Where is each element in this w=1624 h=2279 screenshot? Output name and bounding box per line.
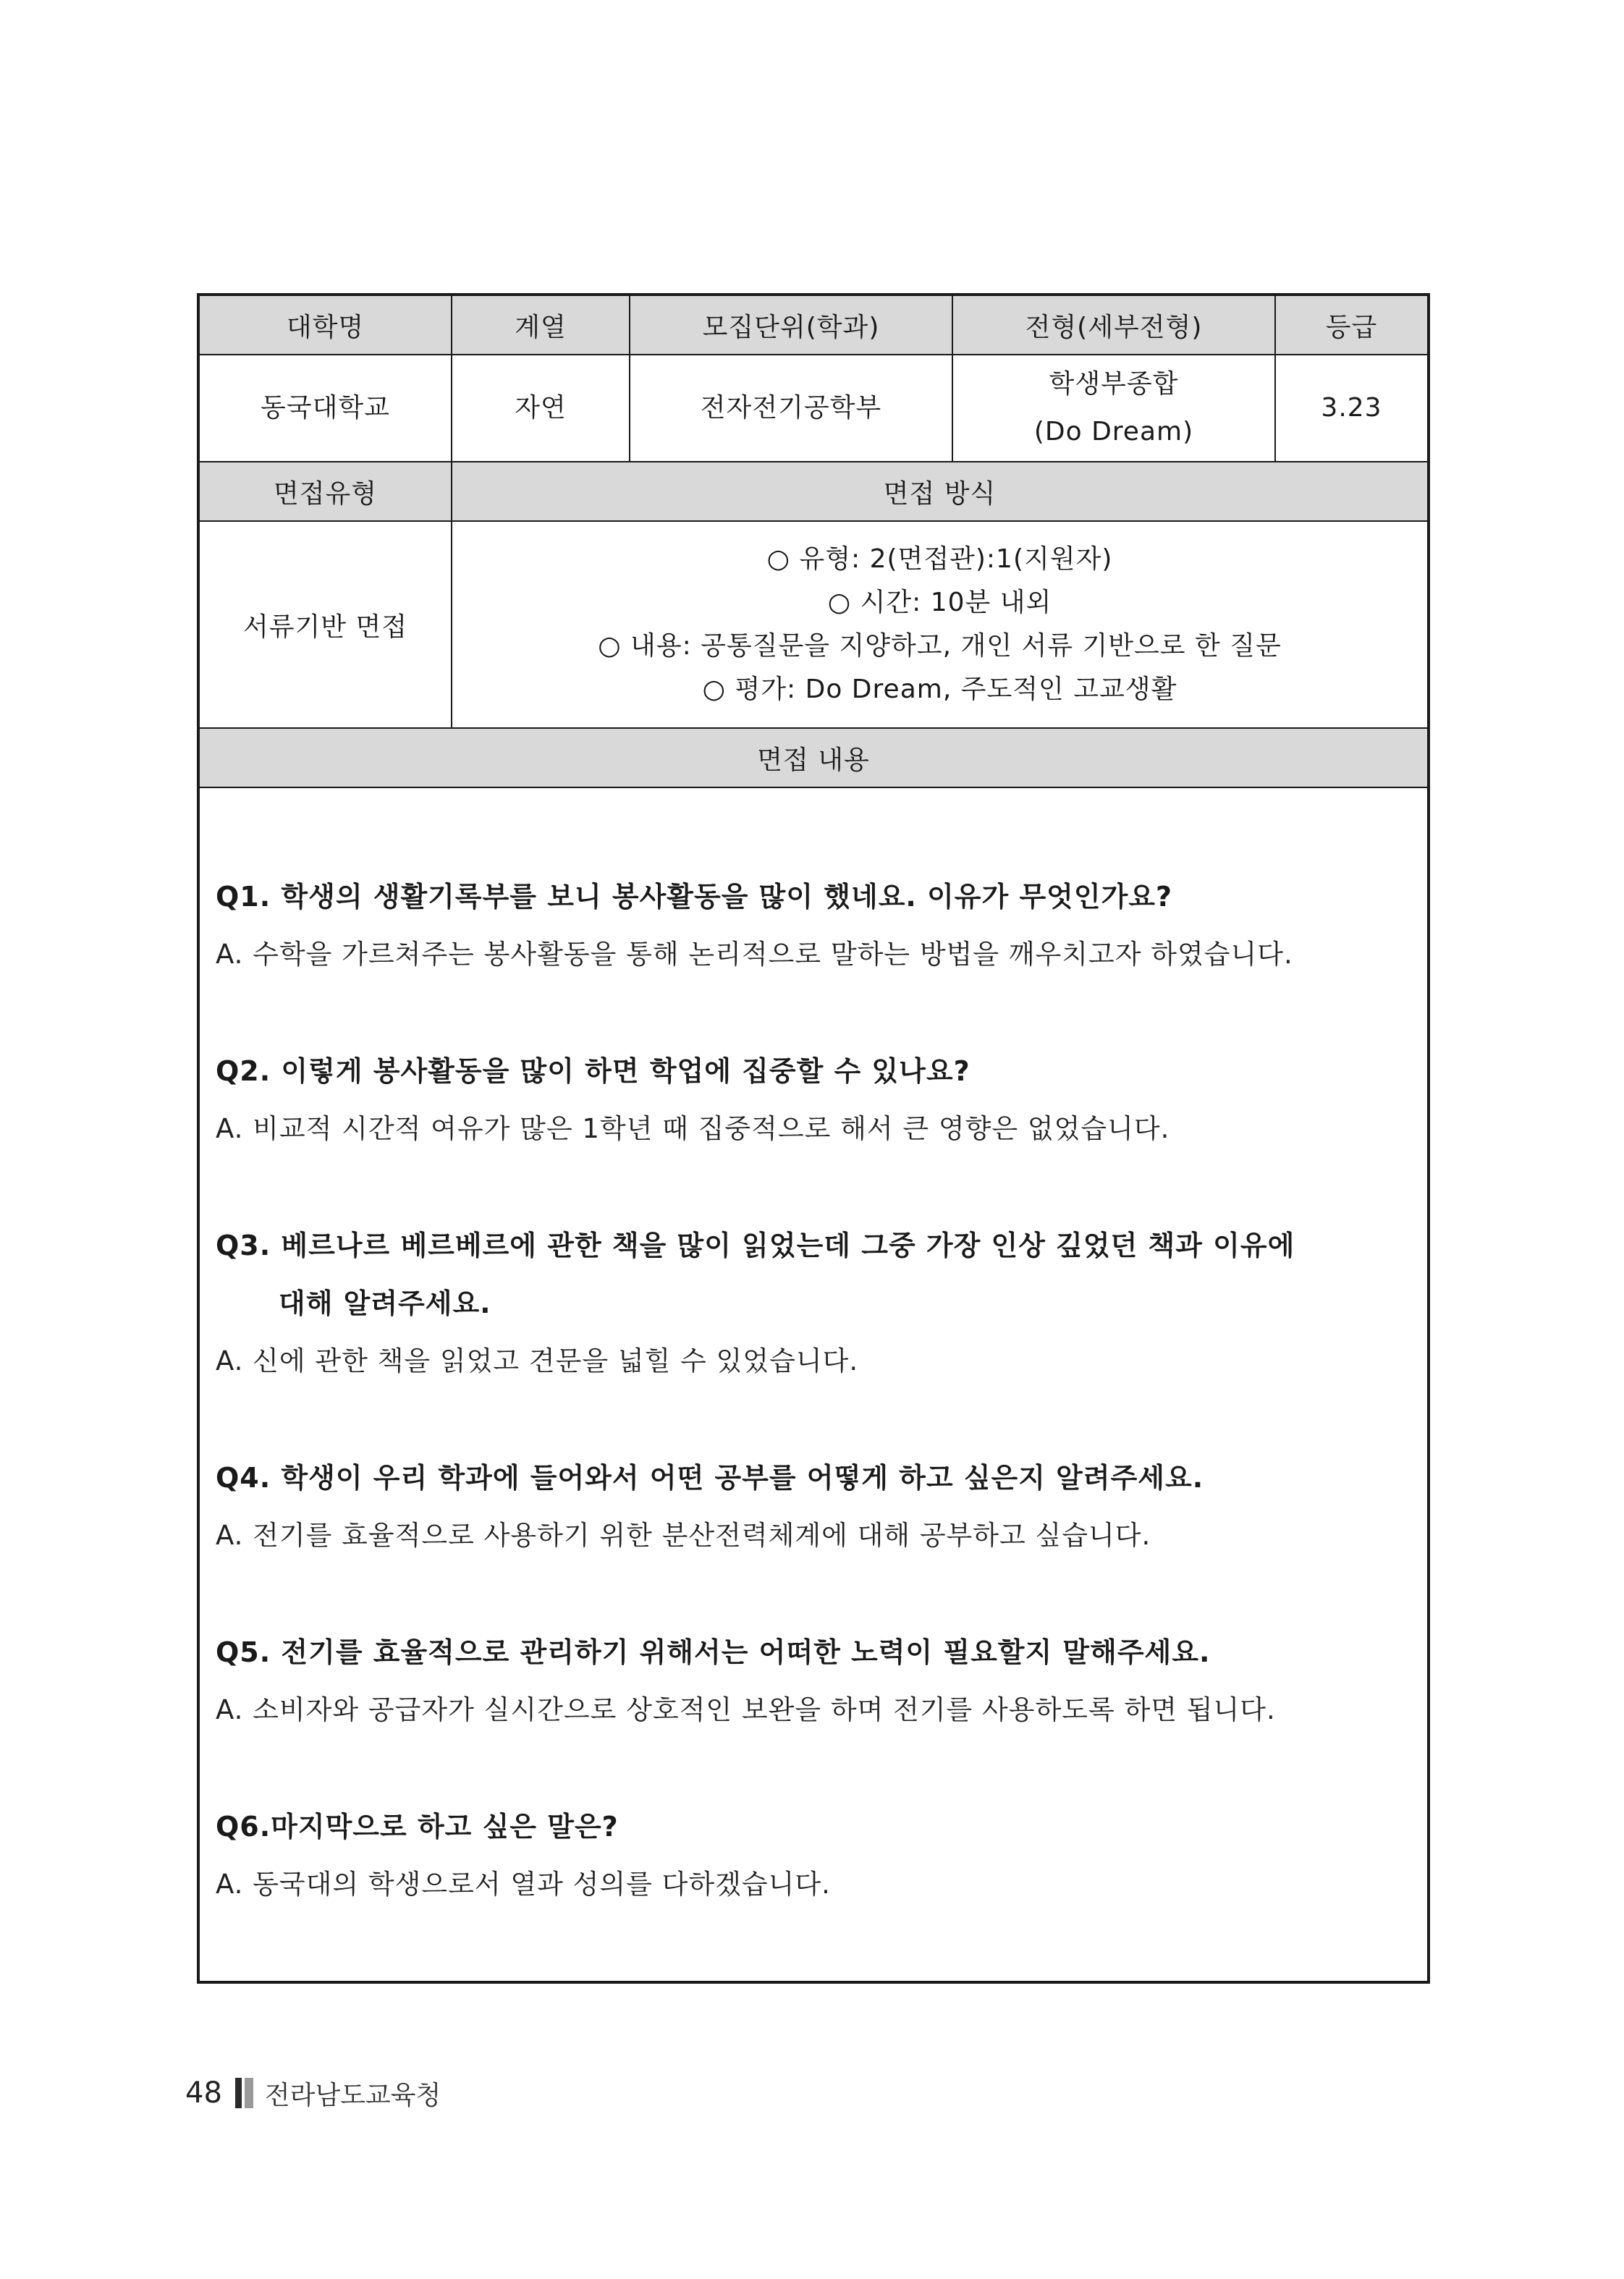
qa-item bbox=[216, 1449, 1411, 1565]
method-item: ○ 평가: Do Dream, 주도적인 고교생활 bbox=[702, 675, 1177, 704]
answer: A. 비교적 시간적 여유가 많은 1학년 때 집중적으로 해서 큰 영향은 없었습니다. bbox=[216, 1113, 1170, 1144]
method-item: ○ 시간: 10분 내외 bbox=[827, 588, 1052, 617]
footer-organization: 전라남도교육청 bbox=[264, 2080, 441, 2110]
interview-type-label: 면접유형 bbox=[198, 462, 452, 521]
question bbox=[216, 1217, 1411, 1332]
question-line2: 대해 알려주세요. bbox=[279, 1288, 491, 1319]
field-value: 자연 bbox=[452, 355, 630, 462]
interview-header-row bbox=[198, 462, 1429, 521]
qa-item bbox=[216, 788, 1411, 984]
qa-item bbox=[216, 1217, 1411, 1390]
interview-record-table bbox=[197, 293, 1430, 1984]
interview-content bbox=[198, 787, 1429, 1982]
page-number: 48 bbox=[185, 2076, 222, 2110]
question: Q4. 학생이 우리 학과에 들어와서 어떤 공부를 어떻게 하고 싶은지 알려주세요. bbox=[216, 1462, 1204, 1494]
admission-value-line2: (Do Dream) bbox=[1033, 417, 1194, 447]
unit-value: 전자전기공학부 bbox=[630, 355, 952, 462]
header-row bbox=[198, 295, 1429, 355]
grade-value: 3.23 bbox=[1275, 355, 1429, 462]
question: Q5. 전기를 효율적으로 관리하기 위해서는 어떠한 노력이 필요할지 말해주세요. bbox=[216, 1636, 1211, 1668]
answer: A. 동국대의 학생으로서 열과 성의를 다하겠습니다. bbox=[216, 1869, 831, 1900]
content-row bbox=[198, 787, 1429, 1982]
question: Q2. 이렇게 봉사활동을 많이 하면 학업에 집중할 수 있나요? bbox=[216, 1055, 970, 1087]
header-unit: 모집단위(학과) bbox=[630, 295, 952, 355]
qa-item bbox=[216, 1042, 1411, 1158]
qa-item bbox=[216, 1798, 1411, 1914]
interview-type-value: 서류기반 면접 bbox=[198, 521, 452, 728]
question: Q1. 학생의 생활기록부를 보니 봉사활동을 많이 했네요. 이유가 무엇인가요? bbox=[216, 881, 1173, 913]
answer: A. 수학을 가르쳐주는 봉사활동을 통해 논리적으로 말하는 방법을 깨우치고자 하였습니다. bbox=[216, 939, 1293, 970]
method-item: ○ 유형: 2(면접관):1(지원자) bbox=[766, 544, 1113, 574]
interview-method-list bbox=[452, 521, 1429, 728]
footer-bar-icon bbox=[235, 2078, 253, 2108]
page-footer bbox=[185, 2071, 441, 2115]
interview-method-label: 면접 방식 bbox=[452, 462, 1429, 521]
question-line1: Q3. 베르나르 베르베르에 관한 책을 많이 읽었는데 그중 가장 인상 깊었던 책과 이유에 bbox=[216, 1230, 1295, 1261]
answer: A. 소비자와 공급자가 실시간으로 상호적인 보완을 하며 전기를 사용하도록 하면 됩니다. bbox=[216, 1694, 1276, 1725]
header-admission: 전형(세부전형) bbox=[952, 295, 1275, 355]
info-row bbox=[198, 355, 1429, 462]
university-value: 동국대학교 bbox=[198, 355, 452, 462]
qa-item bbox=[216, 1623, 1411, 1739]
interview-content-label: 면접 내용 bbox=[198, 728, 1429, 787]
interview-method-row bbox=[198, 521, 1429, 728]
answer: A. 신에 관한 책을 읽었고 견문을 넓힐 수 있었습니다. bbox=[216, 1345, 859, 1377]
question: Q6.마지막으로 하고 싶은 말은? bbox=[216, 1811, 619, 1843]
header-university: 대학명 bbox=[198, 295, 452, 355]
content-header-row bbox=[198, 728, 1429, 787]
method-item: ○ 내용: 공통질문을 지양하고, 개인 서류 기반으로 한 질문 bbox=[598, 631, 1282, 661]
answer: A. 전기를 효율적으로 사용하기 위한 분산전력체계에 대해 공부하고 싶습니다. bbox=[216, 1520, 1151, 1551]
admission-value-line1: 학생부종합 bbox=[1049, 369, 1179, 399]
header-grade: 등급 bbox=[1275, 295, 1429, 355]
admission-value bbox=[952, 355, 1275, 462]
header-field: 계열 bbox=[452, 295, 630, 355]
